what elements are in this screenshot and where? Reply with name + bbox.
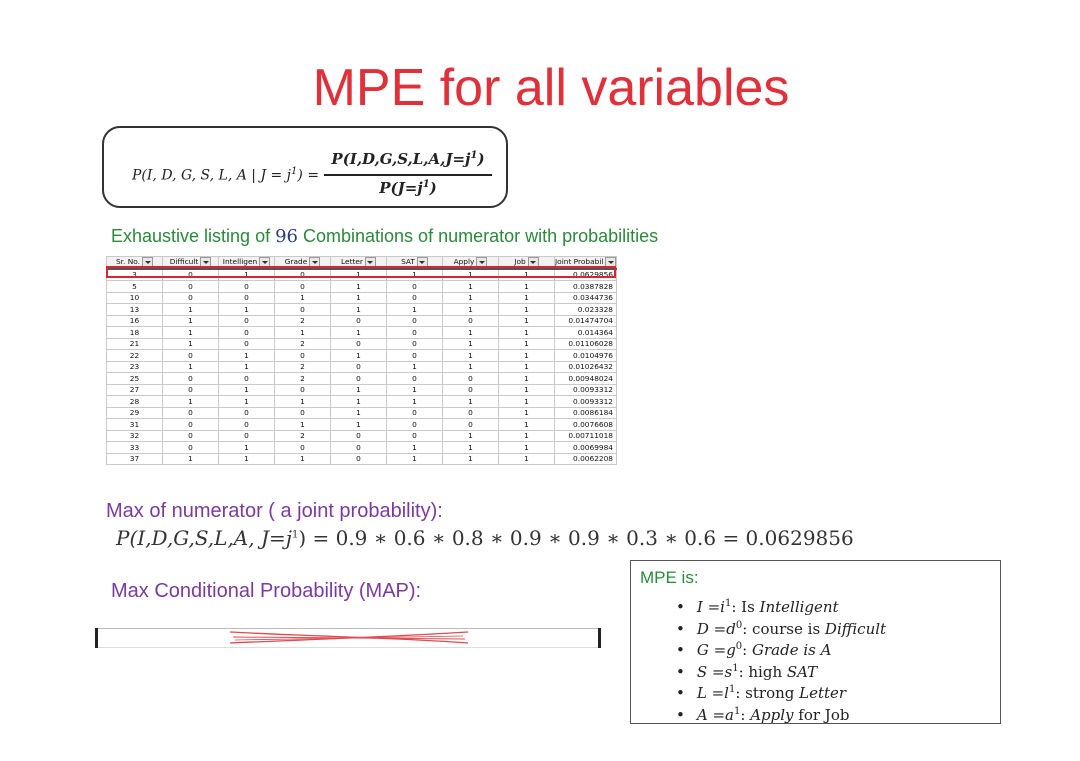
table-cell: 16 — [107, 315, 163, 327]
mpe-value-superscript: 1 — [732, 662, 739, 674]
table-cell: 0.0062208 — [555, 453, 617, 465]
table-cell: 13 — [107, 304, 163, 316]
table-cell: 0 — [219, 430, 275, 442]
mpe-separator: : course is — [742, 619, 825, 638]
table-cell: 1 — [163, 338, 219, 350]
table-cell: 1 — [443, 269, 499, 281]
max-numerator-label: Max of numerator ( a joint probability): — [106, 500, 443, 522]
table-row — [107, 407, 617, 419]
table-cell: 1 — [443, 338, 499, 350]
table-cell: 1 — [443, 350, 499, 362]
table-body — [107, 269, 617, 465]
table-cell: 1 — [331, 304, 387, 316]
table-cell: 0 — [275, 269, 331, 281]
table-cell: 1 — [219, 361, 275, 373]
column-header-label: Apply — [453, 257, 475, 267]
table-cell: 0 — [331, 338, 387, 350]
column-header-label: SAT — [401, 257, 415, 267]
table-cell: 0 — [219, 292, 275, 304]
table-cell: 1 — [163, 396, 219, 408]
table-cell: 0.01026432 — [555, 361, 617, 373]
mpe-value-superscript: 1 — [724, 598, 732, 609]
table-cell: 2 — [275, 430, 331, 442]
mpe-description: Intelligent — [759, 598, 839, 616]
table-cell: 0 — [387, 292, 443, 304]
formula-lhs: P(I, D, G, S, L, A | $J = j^1$) = — [132, 166, 320, 184]
table-cell: 1 — [331, 384, 387, 396]
table-cell: 1 — [499, 281, 555, 293]
table-cell: 0 — [219, 338, 275, 350]
table-cell: 1 — [275, 327, 331, 339]
map-strikeout-bar — [95, 628, 601, 648]
table-cell: 0.00711018 — [555, 430, 617, 442]
table-cell: 5 — [107, 281, 163, 293]
mpe-value: a — [725, 705, 734, 724]
table-row — [107, 327, 617, 339]
table-cell: 1 — [499, 419, 555, 431]
mpe-separator: : Is — [731, 598, 760, 616]
mpe-tail: for Job — [793, 705, 850, 724]
table-cell: 0 — [331, 373, 387, 385]
table-cell: 1 — [499, 338, 555, 350]
mpe-variable: L — [696, 684, 707, 702]
table-cell: 0 — [387, 419, 443, 431]
table-cell: 32 — [107, 430, 163, 442]
table-cell: 0 — [443, 407, 499, 419]
strikeout-cross-icon — [95, 628, 601, 648]
table-cell: 10 — [107, 292, 163, 304]
table-cell: 0 — [331, 430, 387, 442]
table-row — [107, 304, 617, 316]
table-cell: 0 — [219, 315, 275, 327]
mpe-description: SAT — [786, 662, 818, 681]
table-cell: 1 — [443, 396, 499, 408]
table-cell: 0 — [387, 327, 443, 339]
table-cell: 0.014364 — [555, 327, 617, 339]
table-cell: 28 — [107, 396, 163, 408]
table-cell: 0 — [331, 453, 387, 465]
table-cell: 0 — [275, 281, 331, 293]
mpe-item — [676, 636, 886, 658]
table-cell: 1 — [387, 304, 443, 316]
equals-sign: = — [702, 598, 721, 616]
formula-denominator: $P(J=j^1)$ — [379, 179, 437, 197]
table-cell: 1 — [219, 269, 275, 281]
table-cell: 1 — [275, 292, 331, 304]
table-cell: 0 — [163, 419, 219, 431]
table-cell: 0.0104976 — [555, 350, 617, 362]
table-cell: 0 — [275, 442, 331, 454]
table-cell: 0 — [387, 338, 443, 350]
table-row — [107, 292, 617, 304]
table-row — [107, 453, 617, 465]
table-cell: 0.0093312 — [555, 396, 617, 408]
table-row — [107, 384, 617, 396]
mpe-list — [676, 593, 886, 722]
column-header-label: Intelligen — [222, 257, 258, 267]
table-cell: 1 — [499, 373, 555, 385]
table-cell: 1 — [331, 350, 387, 362]
table-cell: 0 — [387, 350, 443, 362]
table-cell: 1 — [219, 350, 275, 362]
table-cell: 25 — [107, 373, 163, 385]
table-cell: 0 — [163, 373, 219, 385]
mpe-variable: S — [696, 662, 708, 681]
equals-sign: = — [708, 619, 727, 638]
table-cell: 0.00948024 — [555, 373, 617, 385]
mpe-description: Difficult — [824, 619, 887, 638]
formula-numerator: $P(I,D,G,S,L,A,J=j^1)$ — [331, 150, 485, 168]
table-cell: 0.023328 — [555, 304, 617, 316]
table-cell: 1 — [219, 396, 275, 408]
table-cell: 0 — [163, 292, 219, 304]
table-cell: 1 — [499, 453, 555, 465]
table-cell: 2 — [275, 315, 331, 327]
mpe-item — [676, 701, 886, 723]
table-cell: 2 — [275, 338, 331, 350]
table-cell: 0 — [163, 442, 219, 454]
mpe-result-box — [630, 560, 1001, 724]
table-cell: 1 — [163, 453, 219, 465]
mpe-value: s — [724, 662, 733, 681]
table-cell: 0 — [275, 304, 331, 316]
table-cell: 1 — [443, 281, 499, 293]
table-cell: 1 — [499, 430, 555, 442]
table-cell: 1 — [163, 327, 219, 339]
table-cell: 1 — [443, 442, 499, 454]
mpe-variable: D — [696, 619, 709, 638]
table-cell: 1 — [219, 384, 275, 396]
table-cell: 1 — [499, 396, 555, 408]
table-cell: 1 — [163, 304, 219, 316]
table-cell: 1 — [387, 269, 443, 281]
table-row — [107, 419, 617, 431]
table-cell: 0 — [387, 373, 443, 385]
table-cell: 0 — [275, 407, 331, 419]
table-row — [107, 315, 617, 327]
column-header-label: Sr. No. — [115, 257, 141, 267]
table-cell: 1 — [499, 407, 555, 419]
table-cell: 1 — [219, 304, 275, 316]
table-cell: 1 — [387, 384, 443, 396]
table-cell: 1 — [443, 327, 499, 339]
mpe-description: Letter — [799, 684, 847, 702]
table-cell: 1 — [499, 384, 555, 396]
table-cell: 1 — [499, 350, 555, 362]
table-row — [107, 396, 617, 408]
mpe-value: g — [726, 641, 736, 659]
table-cell: 1 — [499, 269, 555, 281]
table-cell: 0.0387828 — [555, 281, 617, 293]
table-cell: 0 — [331, 442, 387, 454]
table-cell: 0 — [219, 327, 275, 339]
table-cell: 1 — [387, 442, 443, 454]
mpe-separator: : high — [738, 662, 787, 681]
table-cell: 1 — [331, 407, 387, 419]
table-cell: 1 — [275, 419, 331, 431]
table-cell: 1 — [275, 396, 331, 408]
mpe-value: l — [724, 684, 729, 702]
table-cell: 0.0076608 — [555, 419, 617, 431]
table-row — [107, 361, 617, 373]
mpe-description: Apply — [750, 705, 794, 724]
table-cell: 0 — [275, 384, 331, 396]
table-cell: 1 — [331, 269, 387, 281]
table-cell: 1 — [499, 315, 555, 327]
table-cell: 33 — [107, 442, 163, 454]
mpe-description: Grade is A — [752, 641, 832, 659]
table-cell: 0 — [163, 430, 219, 442]
table-cell: 1 — [387, 453, 443, 465]
table-cell: 1 — [163, 315, 219, 327]
combinations-table — [106, 256, 617, 465]
table-cell: 0.01106028 — [555, 338, 617, 350]
table-cell: 18 — [107, 327, 163, 339]
mpe-separator: : — [742, 641, 752, 659]
table-cell: 29 — [107, 407, 163, 419]
table-cell: 0 — [331, 315, 387, 327]
table-cell: 1 — [331, 327, 387, 339]
column-header-label: Job — [514, 257, 526, 267]
mpe-item — [676, 593, 886, 615]
table-cell: 0.0629856 — [555, 269, 617, 281]
formula-box — [102, 126, 508, 208]
table-cell: 2 — [275, 373, 331, 385]
mpe-value-superscript: 0 — [735, 619, 743, 631]
mpe-value: d — [726, 619, 736, 638]
table-cell: 0.0093312 — [555, 384, 617, 396]
table-cell: 0.0086184 — [555, 407, 617, 419]
mpe-value: i — [720, 598, 725, 616]
table-cell: 21 — [107, 338, 163, 350]
table-row — [107, 373, 617, 385]
table-cell: 1 — [163, 361, 219, 373]
mpe-item — [676, 615, 886, 637]
column-header-label: Difficult — [169, 257, 199, 267]
table-cell: 0 — [275, 350, 331, 362]
mpe-title: MPE is: — [640, 568, 699, 587]
table-cell: 1 — [443, 430, 499, 442]
table-cell: 1 — [331, 281, 387, 293]
table-cell: 1 — [499, 304, 555, 316]
table-cell: 22 — [107, 350, 163, 362]
table-cell: 1 — [443, 304, 499, 316]
table-cell: 0 — [163, 407, 219, 419]
table-cell: 27 — [107, 384, 163, 396]
mpe-value-superscript: 1 — [734, 705, 741, 717]
table-cell: 1 — [219, 442, 275, 454]
table-cell: 0 — [163, 269, 219, 281]
table-cell: 1 — [443, 292, 499, 304]
table-cell: 1 — [331, 396, 387, 408]
table-row — [107, 338, 617, 350]
table-cell: 1 — [387, 361, 443, 373]
column-header-label: Joint Probabil — [555, 257, 604, 267]
table-cell: 1 — [499, 442, 555, 454]
table-row — [107, 350, 617, 362]
table-row — [107, 281, 617, 293]
table-cell: 0 — [219, 419, 275, 431]
equals-sign: = — [708, 641, 727, 659]
table-cell: 0 — [387, 315, 443, 327]
fraction-bar — [324, 174, 492, 176]
slide-title: MPE for all variables — [312, 59, 790, 117]
table-cell: 0 — [387, 407, 443, 419]
equals-sign: = — [707, 662, 725, 681]
mpe-item — [676, 658, 886, 680]
mpe-separator: : — [740, 705, 751, 724]
table-cell: 0 — [219, 373, 275, 385]
table-cell: 1 — [499, 292, 555, 304]
mpe-variable: A — [696, 705, 708, 724]
table-cell: 0 — [387, 430, 443, 442]
equals-sign: = — [707, 705, 726, 724]
map-label: Max Conditional Probability (MAP): — [111, 580, 422, 602]
mpe-value-superscript: 0 — [735, 641, 743, 652]
table-cell: 1 — [331, 292, 387, 304]
table-cell: 0.01474704 — [555, 315, 617, 327]
mpe-separator: : strong — [735, 684, 800, 702]
table-cell: 1 — [499, 361, 555, 373]
mpe-item — [676, 679, 886, 701]
mpe-variable: I — [696, 598, 703, 616]
max-row-highlight — [106, 266, 616, 278]
table-cell: 0 — [331, 361, 387, 373]
column-header-label: Letter — [341, 257, 363, 267]
table-cell: 0 — [443, 419, 499, 431]
table-cell: 0.0069984 — [555, 442, 617, 454]
table-row — [107, 430, 617, 442]
table-cell: 1 — [331, 419, 387, 431]
table-cell: 0 — [219, 281, 275, 293]
column-header-label: Grade — [284, 257, 308, 267]
table-cell: 23 — [107, 361, 163, 373]
table-cell: 1 — [219, 453, 275, 465]
table-cell: 1 — [499, 327, 555, 339]
table-cell: 31 — [107, 419, 163, 431]
table-cell: 0 — [443, 315, 499, 327]
mpe-variable: G — [696, 641, 709, 659]
table-cell: 0 — [219, 407, 275, 419]
table-cell: 1 — [443, 453, 499, 465]
table-cell: 37 — [107, 453, 163, 465]
table-cell: 0 — [163, 281, 219, 293]
table-cell: 0 — [163, 350, 219, 362]
table-cell: 0 — [163, 384, 219, 396]
table-cell: 1 — [275, 453, 331, 465]
max-numerator-equation: P(I,D,G,S,L,A, $J=j^1) = 0.9$ ∗ 0.6 ∗ 0.8 ∗ 0.9 ∗ 0.9 ∗ 0.3 ∗ 0.6 = 0.0629856 — [116, 526, 854, 550]
table-cell: 0 — [443, 384, 499, 396]
listing-caption: Exhaustive listing of 96 Combinations of numerator with probabilities — [111, 226, 659, 247]
table-cell: 1 — [387, 396, 443, 408]
table-cell: 2 — [275, 361, 331, 373]
equals-sign: = — [706, 684, 725, 702]
table-cell: 0 — [387, 281, 443, 293]
table-cell: 3 — [107, 269, 163, 281]
table-cell: 0.0344736 — [555, 292, 617, 304]
table-cell: 1 — [443, 361, 499, 373]
table-row — [107, 442, 617, 454]
mpe-value-superscript: 1 — [728, 684, 736, 695]
table-cell: 0 — [443, 373, 499, 385]
